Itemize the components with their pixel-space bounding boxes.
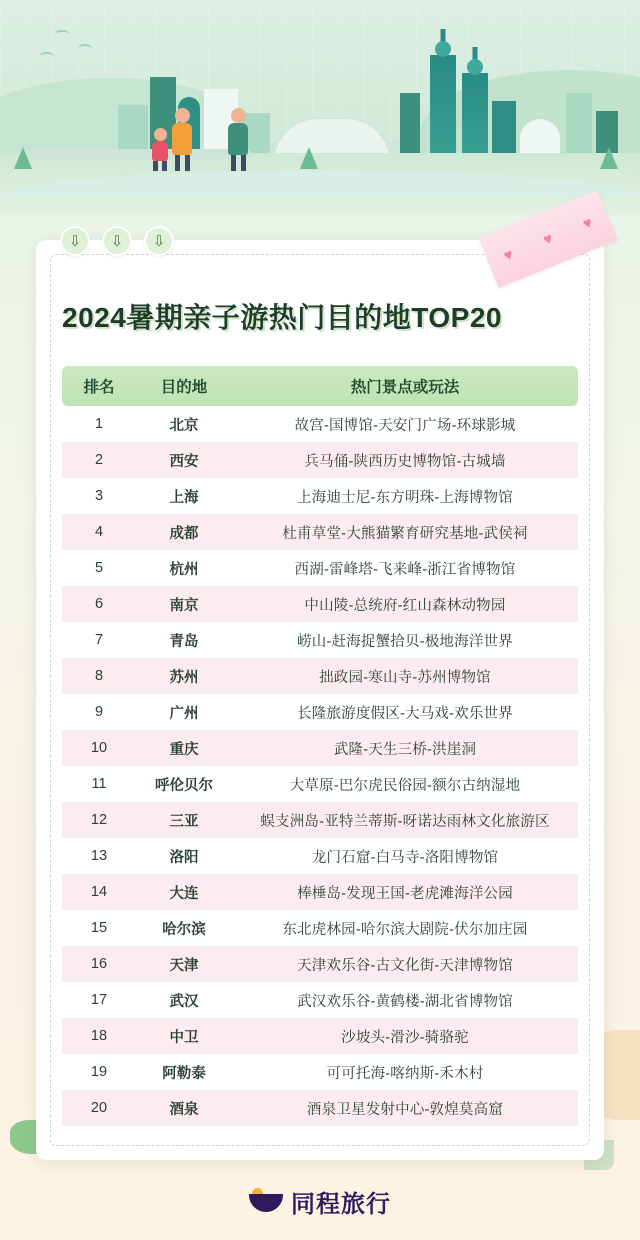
tree-icon (300, 147, 318, 169)
table-row (62, 406, 578, 442)
cell-spots: 兵马俑-陕西历史博物馆-古城墙 (232, 442, 578, 478)
cell-destination: 北京 (136, 406, 232, 442)
bird-icon (55, 30, 69, 38)
heart-icon: ♥ (501, 245, 516, 265)
cell-rank: 4 (62, 514, 136, 550)
cell-destination: 苏州 (136, 658, 232, 694)
cell-destination: 阿勒泰 (136, 1054, 232, 1090)
person-traveler (228, 108, 248, 171)
cell-rank: 20 (62, 1090, 136, 1126)
cell-spots: 上海迪士尼-东方明珠-上海博物馆 (232, 478, 578, 514)
heart-icon: ♥ (580, 213, 595, 233)
table-row (62, 946, 578, 982)
cell-destination: 重庆 (136, 730, 232, 766)
cell-destination: 上海 (136, 478, 232, 514)
table-row (62, 874, 578, 910)
table-row (62, 802, 578, 838)
table-row (62, 838, 578, 874)
tv-tower (462, 73, 488, 163)
cell-rank: 8 (62, 658, 136, 694)
cell-rank: 2 (62, 442, 136, 478)
cell-rank: 7 (62, 622, 136, 658)
cell-rank: 9 (62, 694, 136, 730)
table-row (62, 1054, 578, 1090)
bird-icon (78, 44, 92, 52)
cell-rank: 16 (62, 946, 136, 982)
cell-spots: 崂山-赶海捉蟹拾贝-极地海洋世界 (232, 622, 578, 658)
column-header-spots: 热门景点或玩法 (232, 366, 578, 406)
brand-name: 同程旅行 (291, 1190, 391, 1218)
cell-destination: 西安 (136, 442, 232, 478)
cell-destination: 三亚 (136, 802, 232, 838)
page-title-wrap (62, 286, 578, 346)
cell-spots: 大草原-巴尔虎民俗园-额尔古纳湿地 (232, 766, 578, 802)
table-row (62, 730, 578, 766)
table-row (62, 442, 578, 478)
table-row (62, 1018, 578, 1054)
cell-spots: 蜈支洲岛-亚特兰蒂斯-呀诺达雨林文化旅游区 (232, 802, 578, 838)
arrow-down-icon: ⇩ (144, 226, 174, 256)
table-row (62, 478, 578, 514)
cell-spots: 杜甫草堂-大熊猫繁育研究基地-武侯祠 (232, 514, 578, 550)
cell-rank: 6 (62, 586, 136, 622)
table-body (62, 406, 578, 1126)
cell-spots: 东北虎林园-哈尔滨大剧院-伏尔加庄园 (232, 910, 578, 946)
cell-rank: 18 (62, 1018, 136, 1054)
table-row (62, 622, 578, 658)
cell-destination: 中卫 (136, 1018, 232, 1054)
cell-destination: 青岛 (136, 622, 232, 658)
table-row (62, 982, 578, 1018)
hero-bridge (20, 149, 250, 159)
person-parent (172, 108, 192, 171)
tree-icon (14, 147, 32, 169)
table-row (62, 550, 578, 586)
cell-spots: 故宫-国博馆-天安门广场-环球影城 (232, 406, 578, 442)
arrow-badges (60, 226, 174, 256)
arrow-down-icon: ⇩ (102, 226, 132, 256)
cell-destination: 呼伦贝尔 (136, 766, 232, 802)
cell-rank: 19 (62, 1054, 136, 1090)
table-header-row (62, 366, 578, 406)
cell-spots: 中山陵-总统府-红山森林动物园 (232, 586, 578, 622)
page-title: 2024暑期亲子游热门目的地TOP20 (62, 302, 502, 333)
cell-spots: 武汉欢乐谷-黄鹤楼-湖北省博物馆 (232, 982, 578, 1018)
table-row (62, 514, 578, 550)
cell-spots: 沙坡头-滑沙-骑骆驼 (232, 1018, 578, 1054)
cell-rank: 13 (62, 838, 136, 874)
destination-ranking-table (62, 366, 578, 1126)
hero-illustration (0, 0, 640, 215)
cell-rank: 10 (62, 730, 136, 766)
person-child (152, 128, 168, 171)
table-row (62, 586, 578, 622)
cell-spots: 龙门石窟-白马寺-洛阳博物馆 (232, 838, 578, 874)
table-header (62, 366, 578, 406)
table-row (62, 910, 578, 946)
cell-spots: 长隆旅游度假区-大马戏-欢乐世界 (232, 694, 578, 730)
tv-tower (430, 55, 456, 163)
cell-spots: 西湖-雷峰塔-飞来峰-浙江省博物馆 (232, 550, 578, 586)
cell-destination: 广州 (136, 694, 232, 730)
table-row (62, 658, 578, 694)
cell-spots: 武隆-天生三桥-洪崖洞 (232, 730, 578, 766)
ranking-card (36, 213, 604, 1160)
cell-rank: 11 (62, 766, 136, 802)
cell-rank: 14 (62, 874, 136, 910)
cell-rank: 15 (62, 910, 136, 946)
cell-rank: 1 (62, 406, 136, 442)
table-row (62, 1090, 578, 1126)
table-row (62, 694, 578, 730)
column-header-rank: 排名 (62, 366, 136, 406)
cell-destination: 大连 (136, 874, 232, 910)
column-header-destination: 目的地 (136, 366, 232, 406)
cell-rank: 12 (62, 802, 136, 838)
bird-icon (40, 52, 54, 60)
cell-destination: 武汉 (136, 982, 232, 1018)
cell-destination: 天津 (136, 946, 232, 982)
cell-destination: 杭州 (136, 550, 232, 586)
cell-spots: 酒泉卫星发射中心-敦煌莫高窟 (232, 1090, 578, 1126)
cell-spots: 可可托海-喀纳斯-禾木村 (232, 1054, 578, 1090)
cell-destination: 成都 (136, 514, 232, 550)
brand-footer (0, 1162, 640, 1240)
tree-icon (600, 147, 618, 169)
table-row (62, 766, 578, 802)
cell-destination: 酒泉 (136, 1090, 232, 1126)
cell-spots: 天津欢乐谷-古文化街-天津博物馆 (232, 946, 578, 982)
cell-destination: 洛阳 (136, 838, 232, 874)
cell-destination: 哈尔滨 (136, 910, 232, 946)
cell-spots: 拙政园-寒山寺-苏州博物馆 (232, 658, 578, 694)
heart-icon: ♥ (540, 229, 556, 249)
cell-rank: 3 (62, 478, 136, 514)
cell-spots: 棒棰岛-发现王国-老虎滩海洋公园 (232, 874, 578, 910)
arrow-down-icon: ⇩ (60, 226, 90, 256)
logo-bowl-shape (249, 1194, 283, 1212)
cell-destination: 南京 (136, 586, 232, 622)
cell-rank: 5 (62, 550, 136, 586)
cell-rank: 17 (62, 982, 136, 1018)
brand-logo-icon (249, 1188, 283, 1214)
